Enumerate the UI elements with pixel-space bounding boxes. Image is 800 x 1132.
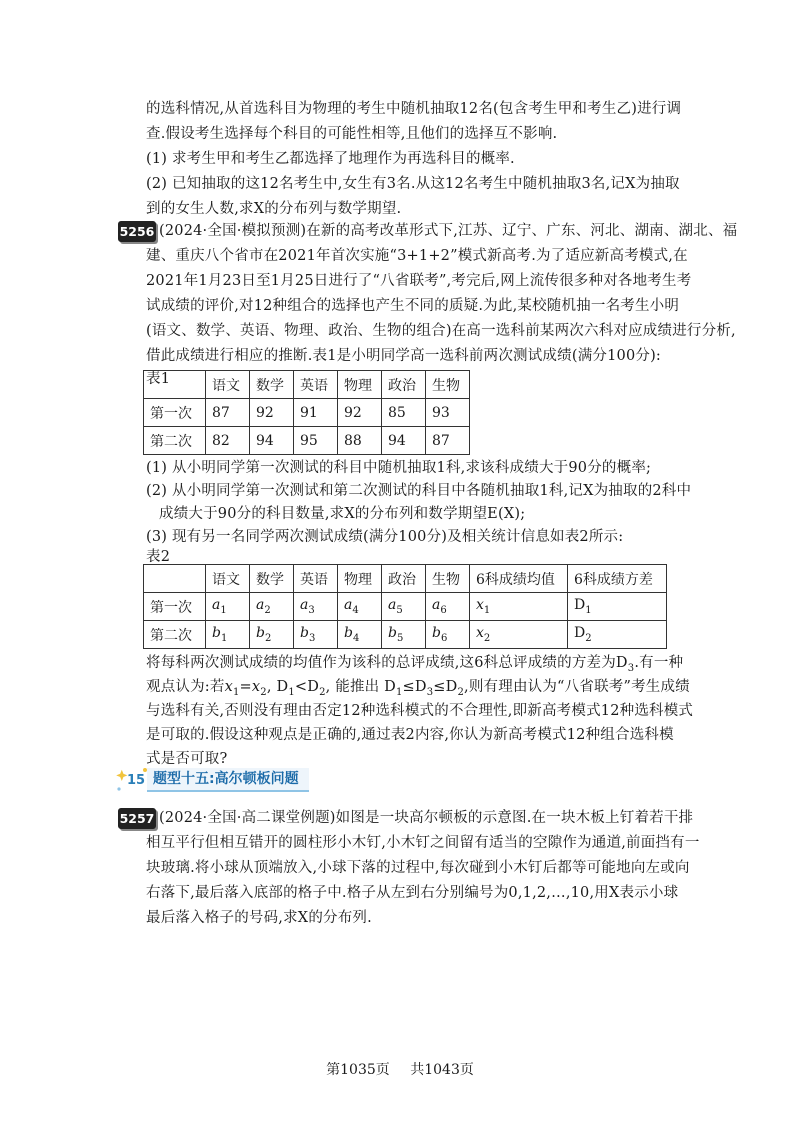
text-line: 到的女生人数,求X的分布列与数学期望. (146, 201, 402, 217)
table-cell: $a_3$ (294, 593, 338, 621)
text-line: (1) 求考生甲和考生乙都选择了地理作为再选科目的概率. (146, 151, 515, 167)
table-row (144, 399, 470, 427)
text-line: 相互平行但相互错开的圆柱形小木钉,小木钉之间留有适当的空隙作为通道,前面挡有一 (146, 835, 700, 851)
text-line: (语文、数学、英语、物理、政治、生物的组合)在高一选科前某两次六科对应成绩进行分析, (146, 323, 736, 339)
text-line: (2024·全国·高二课堂例题)如图是一块高尔顿板的示意图.在一块木板上钉着若干排 (159, 810, 694, 826)
text-line: 将每科两次测试成绩的均值作为该科的总评成绩,这6科总评成绩的方差为$D_3$.有一种 (146, 655, 684, 674)
text-line: (3) 现有另一名同学两次测试成绩(满分100分)及相关统计信息如表2所示: (146, 529, 624, 545)
table-cell: $b_5$ (382, 621, 426, 649)
table-cell: 数学 (250, 565, 294, 593)
text-line: (2) 从小明同学第一次测试和第二次测试的科目中各随机抽取1科,记X为抽取的2科中 (146, 483, 692, 499)
table-header-row (144, 565, 667, 593)
table-cell: 95 (294, 427, 338, 455)
table-cell: 数学 (250, 371, 294, 399)
table-cell: 85 (382, 399, 426, 427)
section-heading (115, 765, 345, 793)
table-cell: 87 (206, 399, 250, 427)
table-cell: 政治 (382, 371, 426, 399)
text-line: 最后落入格子的号码,求X的分布列. (146, 910, 372, 926)
table-cell: 94 (250, 427, 294, 455)
table-cell: 语文 (206, 371, 250, 399)
text-line: 的选科情况,从首选科目为物理的考生中随机抽取12名(包含考生甲和考生乙)进行调 (146, 101, 682, 117)
table-cell: 生物 (426, 371, 470, 399)
text-line: 查.假设考生选择每个科目的可能性相等,且他们的选择互不影响. (146, 126, 558, 142)
text-line: 试成绩的评价,对12种组合的选择也产生不同的质疑.为此,某校随机抽一名考生小明 (146, 298, 680, 314)
text-line: 观点认为:若$x_1=x_2$, $D_1<D_2$, 能推出 $D_1\le D_3\le D_2$,则有理由认为“八省联考”考生成绩 (146, 679, 690, 698)
problem-number-badge: 5257 (118, 808, 156, 829)
table1-caption: 表1 (146, 371, 171, 387)
table-cell: 物理 (338, 565, 382, 593)
table-cell: 91 (294, 399, 338, 427)
table-cell: $a_1$ (206, 593, 250, 621)
table-cell: 英语 (294, 565, 338, 593)
table-header-row (144, 371, 470, 399)
table-cell: 6科成绩均值 (470, 565, 568, 593)
text-line: 块玻璃.将小球从顶端放入,小球下落的过程中,每次碰到小木钉后都等可能地向左或向 (146, 860, 690, 876)
table-cell: 92 (338, 399, 382, 427)
section-number: 15 (127, 773, 146, 788)
table-row (144, 427, 470, 455)
table-cell: 第二次 (144, 427, 206, 455)
table-cell: 政治 (382, 565, 426, 593)
text-line: 右落下,最后落入底部的格子中.格子从左到右分别编号为0,1,2,…,10,用X表示小球 (146, 885, 679, 901)
table-cell: $a_4$ (338, 593, 382, 621)
table-cell: 第一次 (144, 593, 206, 621)
text-line: 建、重庆八个省市在2021年首次实施“3+1+2”模式新高考.为了适应新高考模式,在 (146, 248, 688, 264)
table-cell: $x_2$ (470, 621, 568, 649)
table-cell: 6科成绩方差 (568, 565, 667, 593)
text-line: (2024·全国·模拟预测)在新的高考改革形式下,江苏、辽宁、广东、河北、湖南、湖北、福 (159, 223, 738, 239)
page-number: 第1035页 (326, 1062, 390, 1078)
text-line: 2021年1月23日至1月25日进行了“八省联考”,考完后,网上流传很多种对各地考生考 (146, 273, 692, 289)
table-row (144, 621, 667, 649)
text-line: 成绩大于90分的科目数量,求X的分布列和数学期望E(X); (159, 506, 526, 522)
table-cell: $a_5$ (382, 593, 426, 621)
table-cell: 英语 (294, 371, 338, 399)
table-cell (144, 565, 206, 593)
table-cell: $b_3$ (294, 621, 338, 649)
table2-caption: 表2 (146, 549, 171, 565)
table-cell: 82 (206, 427, 250, 455)
table-cell: $b_1$ (206, 621, 250, 649)
page-footer (0, 1059, 800, 1079)
text-line: 是可取的.假设这种观点是正确的,通过表2内容,你认为新高考模式12种组合选科模 (146, 727, 674, 743)
table-cell: 第二次 (144, 621, 206, 649)
table-cell: $D_2$ (568, 621, 667, 649)
table-cell: $b_2$ (250, 621, 294, 649)
table-cell: 第一次 (144, 399, 206, 427)
section-title: 题型十五:高尔顿板问题 (147, 768, 309, 792)
score-table-2 (143, 564, 667, 649)
page-total: 共1043页 (410, 1062, 474, 1078)
table-cell: $a_2$ (250, 593, 294, 621)
table-cell: $b_6$ (426, 621, 470, 649)
table-cell (144, 371, 206, 399)
text-line: (2) 已知抽取的这12名考生中,女生有3名.从这12名考生中随机抽取3名,记X为抽取 (146, 176, 680, 192)
table-cell: 生物 (426, 565, 470, 593)
table-cell: 语文 (206, 565, 250, 593)
problem-number-badge: 5256 (118, 221, 156, 242)
text-line: 式是否可取? (146, 751, 228, 767)
table-cell: 88 (338, 427, 382, 455)
table-cell: 94 (382, 427, 426, 455)
table-cell: $a_6$ (426, 593, 470, 621)
text-line: 与选科有关,否则没有理由否定12种选科模式的不合理性,即新高考模式12种选科模式 (146, 703, 694, 719)
table-cell: 87 (426, 427, 470, 455)
table-cell: $b_4$ (338, 621, 382, 649)
table-cell: $D_1$ (568, 593, 667, 621)
text-line: 借此成绩进行相应的推断.表1是小明同学高一选科前两次测试成绩(满分100分): (146, 348, 662, 364)
text-line: (1) 从小明同学第一次测试的科目中随机抽取1科,求该科成绩大于90分的概率; (146, 460, 652, 476)
table-cell: 物理 (338, 371, 382, 399)
table-cell: $x_1$ (470, 593, 568, 621)
score-table-1 (143, 370, 470, 455)
table-cell: 93 (426, 399, 470, 427)
table-cell: 92 (250, 399, 294, 427)
table-row (144, 593, 667, 621)
